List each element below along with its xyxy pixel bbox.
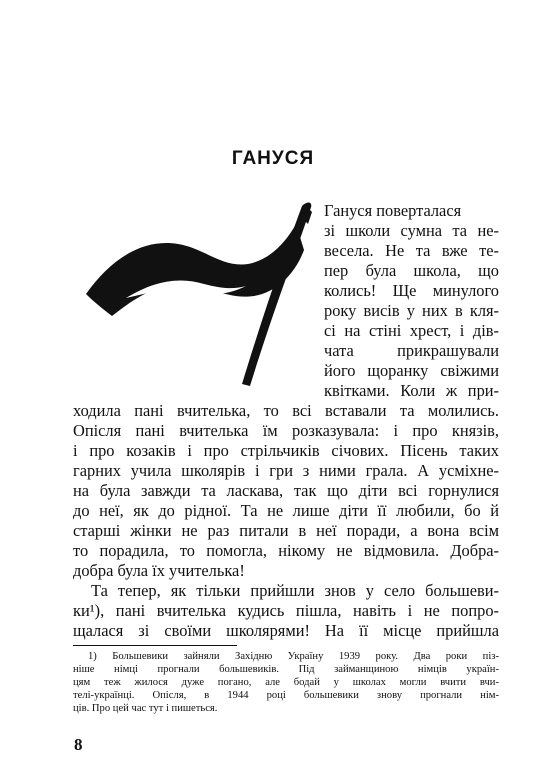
body-line: і про козаків і про стрільчиків січових. Пісень таких xyxy=(73,441,499,460)
body-line: пер була школа, що xyxy=(324,261,499,280)
body-line: на була завжди та ласкава, так що діти всі горнулися xyxy=(73,481,499,500)
body-line: колись! Ще минулого xyxy=(324,281,499,300)
body-line: весела. Не та вже те- xyxy=(324,241,499,260)
body-line: чата прикрашували xyxy=(324,341,499,360)
waving-flag-on-pole-icon xyxy=(82,198,324,394)
footnote-line: ніше німці прогнали большевиків. Під займанщиною німців україн- xyxy=(73,664,499,675)
body-line: Гануся поверталася xyxy=(324,201,462,220)
body-line: Опісля пані вчителька їм розказувала: і про князів, xyxy=(73,421,499,440)
body-line: то порадила, то помогла, нікому не відмовила. Добра- xyxy=(73,541,499,560)
footnote-line: телі-українці. Опісля, в 1944 році большевики знову прогнали нім- xyxy=(73,690,499,701)
body-line: старші жінки не раз питали в неї поради, а вона всім xyxy=(73,521,499,540)
body-line: зі школи сумна та не- xyxy=(324,221,499,240)
chapter-title: ГАНУСЯ xyxy=(231,148,315,169)
footnote-line: 1) Большевики зайняли Західню Україну 1939 року. Два роки піз- xyxy=(88,651,499,662)
body-line: його щоранку свіжими xyxy=(324,361,499,380)
body-line: ки¹), пані вчителька кудись пішла, навіть і не попро- xyxy=(73,601,499,620)
body-line: щалася зі своїми школярями! На її місце прийшла xyxy=(73,621,499,640)
page-number: 8 xyxy=(74,735,83,754)
footnote-line: ців. Про цей час тут і пишеться. xyxy=(73,703,218,714)
body-line: Та тепер, як тільки прийшли знов у село большеви- xyxy=(91,581,499,600)
body-line: квітками. Коли ж при- xyxy=(324,381,499,400)
body-line: добра була їх учителька! xyxy=(73,561,245,580)
footnote-line: цям теж жилося дуже погано, але бодай у школах могли вчити вчи- xyxy=(73,677,499,688)
body-line: гарних учила школярів і гри з ними грала. А усміхне- xyxy=(73,461,499,480)
body-line: ходила пані вчителька, то всі вставали та молились. xyxy=(73,401,499,420)
body-line: року висів у них в кля- xyxy=(324,301,499,320)
body-line: сі на стіні хрест, і дів- xyxy=(324,321,499,340)
body-line: до неї, як до рідної. Та не лише діти її любили, бо й xyxy=(73,501,499,520)
footnote-divider xyxy=(73,645,237,646)
